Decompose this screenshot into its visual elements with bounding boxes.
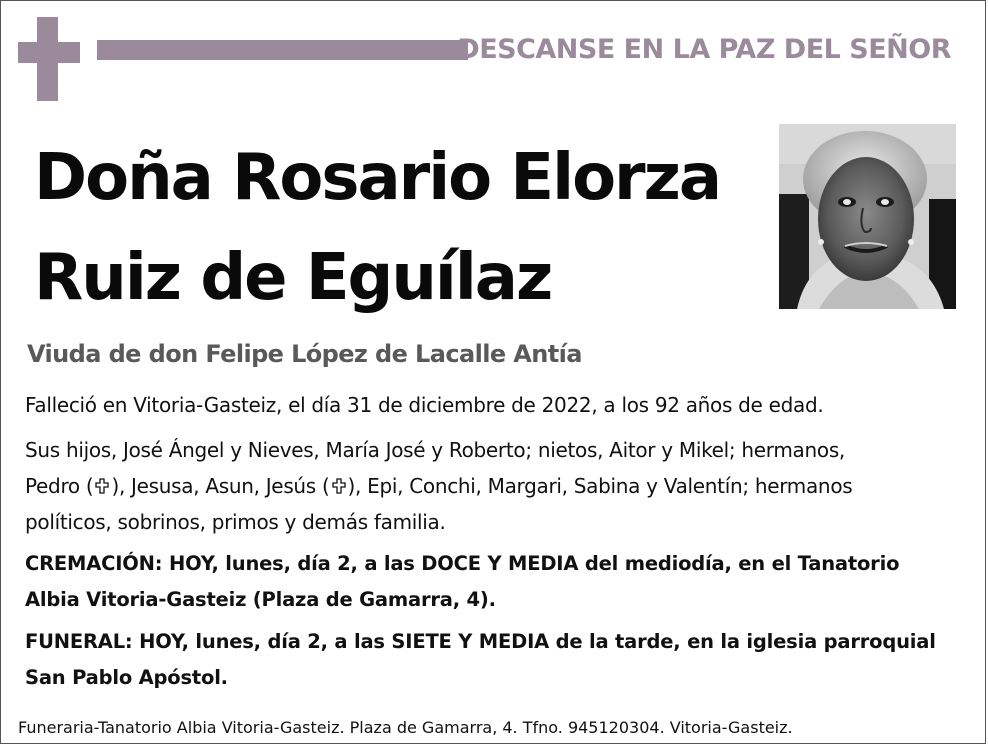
deceased-name-line2: Ruiz de Eguílaz	[34, 241, 552, 315]
funeral-paragraph	[25, 624, 970, 696]
funeral-line-1: FUNERAL: HOY, lunes, día 2, a las SIETE Y MEDIA de la tarde, en la iglesia parroquial	[25, 630, 936, 653]
header-title: DESCANSE EN LA PAZ DEL SEÑOR	[457, 34, 951, 65]
deceased-name-line1: Doña Rosario Elorza	[34, 141, 721, 215]
family-paragraph	[25, 432, 970, 540]
family-line-3: políticos, sobrinos, primos y demás familia.	[25, 510, 446, 534]
cremation-line-1: CREMACIÓN: HOY, lunes, día 2, a las DOCE Y MEDIA del mediodía, en el Tanatorio	[25, 552, 900, 575]
family-line-2b: ), Jesusa, Asun, Jesús (	[111, 474, 330, 498]
family-line-1: Sus hijos, José Ángel y Nieves, María José y Roberto; nietos, Aitor y Mikel; hermanos,	[25, 438, 845, 462]
family-line-2a: Pedro (	[25, 474, 94, 498]
portrait-image	[779, 124, 956, 309]
latin-cross-icon-bar	[18, 42, 80, 63]
funeral-home-footer: Funeraria-Tanatorio Albia Vitoria-Gasteiz. Plaza de Gamarra, 4. Tfno. 945120304. Vitoria-Gasteiz.	[18, 718, 793, 737]
cremation-line-2: Albia Vitoria-Gasteiz (Plaza de Gamarra, 4).	[25, 588, 496, 611]
family-line-2c: ), Epi, Conchi, Margari, Sabina y Valentín; hermanos	[347, 474, 853, 498]
death-notice: Falleció en Vitoria-Gasteiz, el día 31 de diciembre de 2022, a los 92 años de edad.	[25, 393, 824, 417]
cremation-paragraph	[25, 546, 970, 618]
deceased-cross-icon	[330, 477, 348, 495]
widow-subtitle: Viuda de don Felipe López de Lacalle Antía	[27, 340, 582, 368]
header-rule	[97, 40, 468, 60]
funeral-line-2: San Pablo Apóstol.	[25, 666, 228, 689]
deceased-cross-icon	[93, 477, 111, 495]
deceased-name	[34, 128, 764, 328]
portrait-photo	[779, 124, 956, 309]
